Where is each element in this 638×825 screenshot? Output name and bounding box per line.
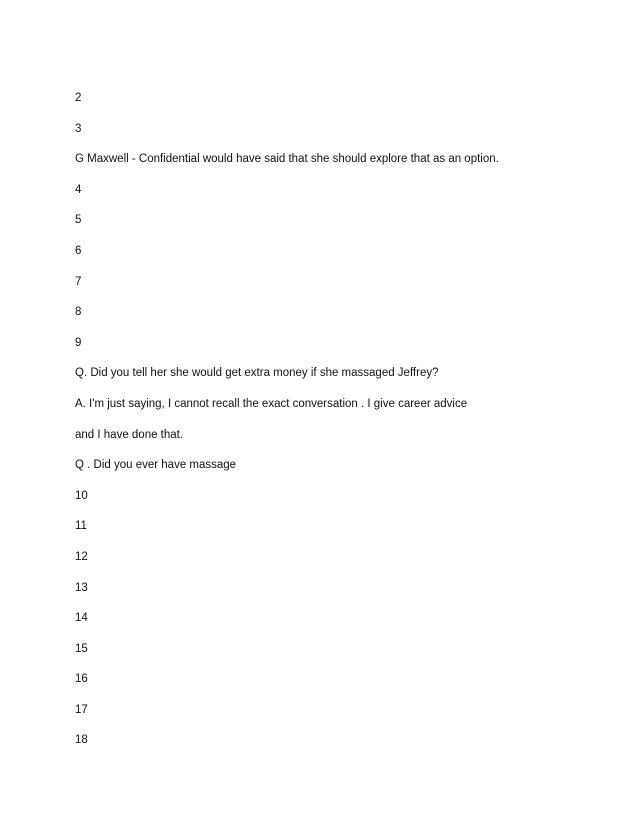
line-number: 10 (75, 489, 88, 502)
line-number: 14 (75, 612, 88, 625)
question-text: Q . Did you ever have massage (75, 459, 237, 472)
line-number: 5 (75, 214, 82, 227)
line-number: 9 (75, 336, 82, 349)
line-number: 3 (75, 122, 82, 135)
line-number: 6 (75, 244, 82, 257)
line-number: 7 (75, 275, 82, 288)
line-number: 13 (75, 581, 88, 594)
transcript-text: G Maxwell - Confidential would have said that she should explore that as an option. (75, 153, 499, 166)
question-text: Q. Did you tell her she would get extra money if she massaged Jeffrey? (75, 367, 439, 380)
answer-text-continued: and I have done that. (75, 428, 184, 441)
line-number: 4 (75, 183, 82, 196)
line-number: 2 (75, 92, 82, 104)
line-number: 12 (75, 550, 88, 563)
line-number: 18 (75, 734, 88, 747)
line-number: 8 (75, 306, 82, 319)
line-number: 15 (75, 642, 88, 655)
line-number: 16 (75, 673, 88, 686)
line-number: 11 (75, 520, 87, 533)
line-number: 17 (75, 703, 88, 716)
answer-text: A. I'm just saying, I cannot recall the exact conversation . I give career advice (75, 397, 468, 410)
transcript-lines (75, 90, 499, 763)
